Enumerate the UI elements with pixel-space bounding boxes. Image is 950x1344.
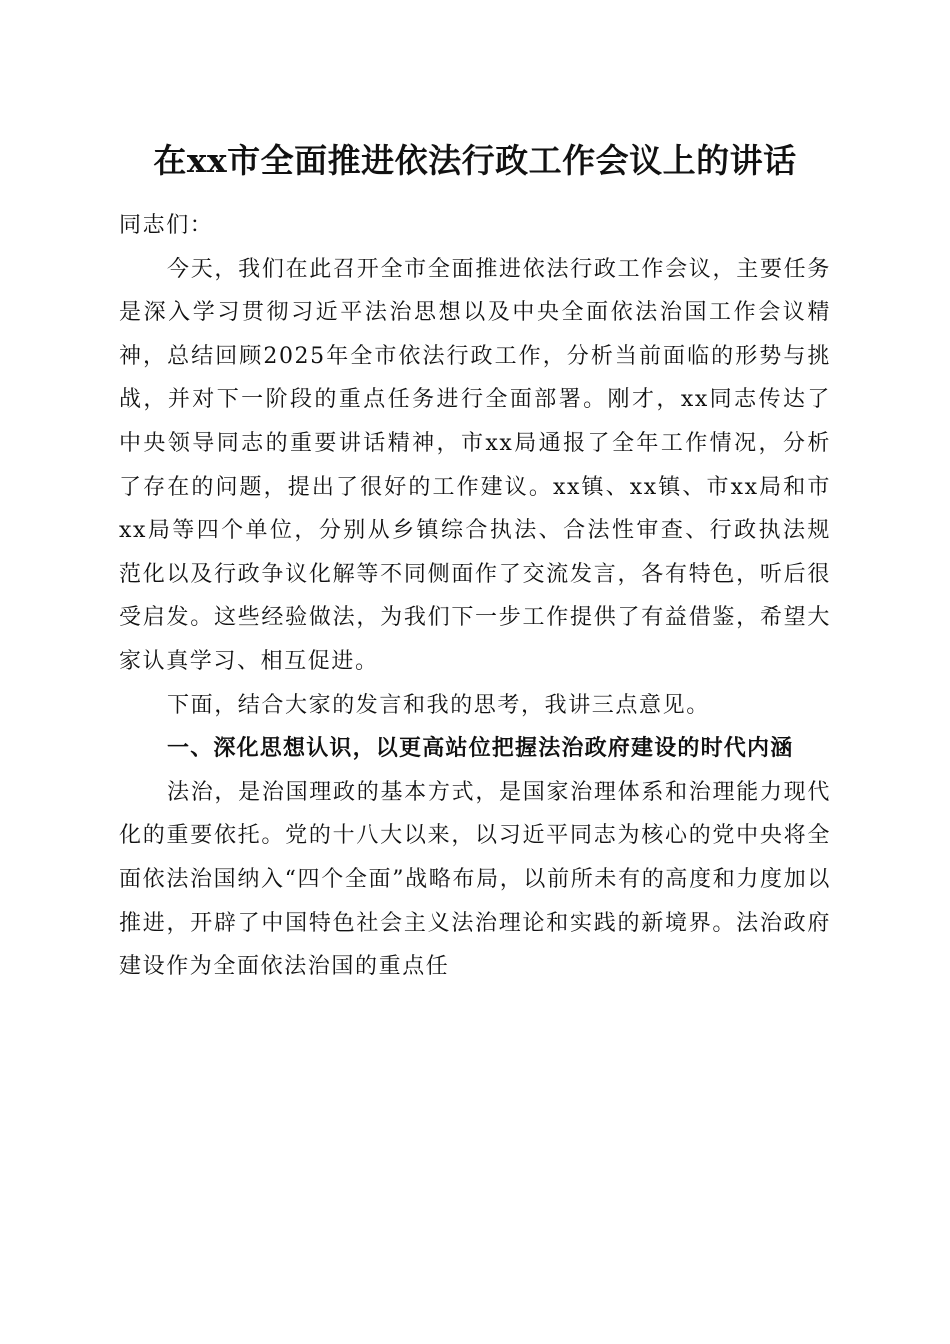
paragraph-transition: 下面，结合大家的发言和我的思考，我讲三点意见。 <box>167 692 710 718</box>
paragraph-section-1: 法治，是治国理政的基本方式，是国家治理体系和治理能力现代化的重要依托。党的十八大以来，以习近平同志为核心的党中央将全面依法治国纳入“四个全面”战略布局，以前所未有的高度和力度加以推进，开辟了中国特色社会主义法治理论和实践的新境界。法治政府建设作为全面依法治国的重点任 <box>119 779 831 980</box>
section-heading-1: 一、深化思想认识，以更高站位把握法治政府建设的时代内涵 <box>167 736 794 762</box>
salutation: 同志们： <box>119 213 214 238</box>
document-title: 在xx市全面推进依法行政工作会议上的讲话 <box>153 141 797 180</box>
paragraph-opening: 今天，我们在此召开全市全面推进依法行政工作会议，主要任务是深入学习贯彻习近平法治思想以及中央全面依法治国工作会议精神，总结回顾2025年全市依法行政工作，分析当前面临的形势与挑战，并对下一阶段的重点任务进行全面部署。刚才，xx同志传达了中央领导同志的重要讲话精神，市xx局通报了全年工作情况，分析了存在的问题，提出了很好的工作建议。xx镇、xx镇、市xx局和市xx局等四个单位，分别从乡镇综合执法、合法性审查、行政执法规范化以及行政争议化解等不同侧面作了交流发言，各有特色，听后很受启发。这些经验做法，为我们下一步工作提供了有益借鉴，希望大家认真学习、相互促进。 <box>119 256 831 674</box>
document-body <box>119 204 831 989</box>
